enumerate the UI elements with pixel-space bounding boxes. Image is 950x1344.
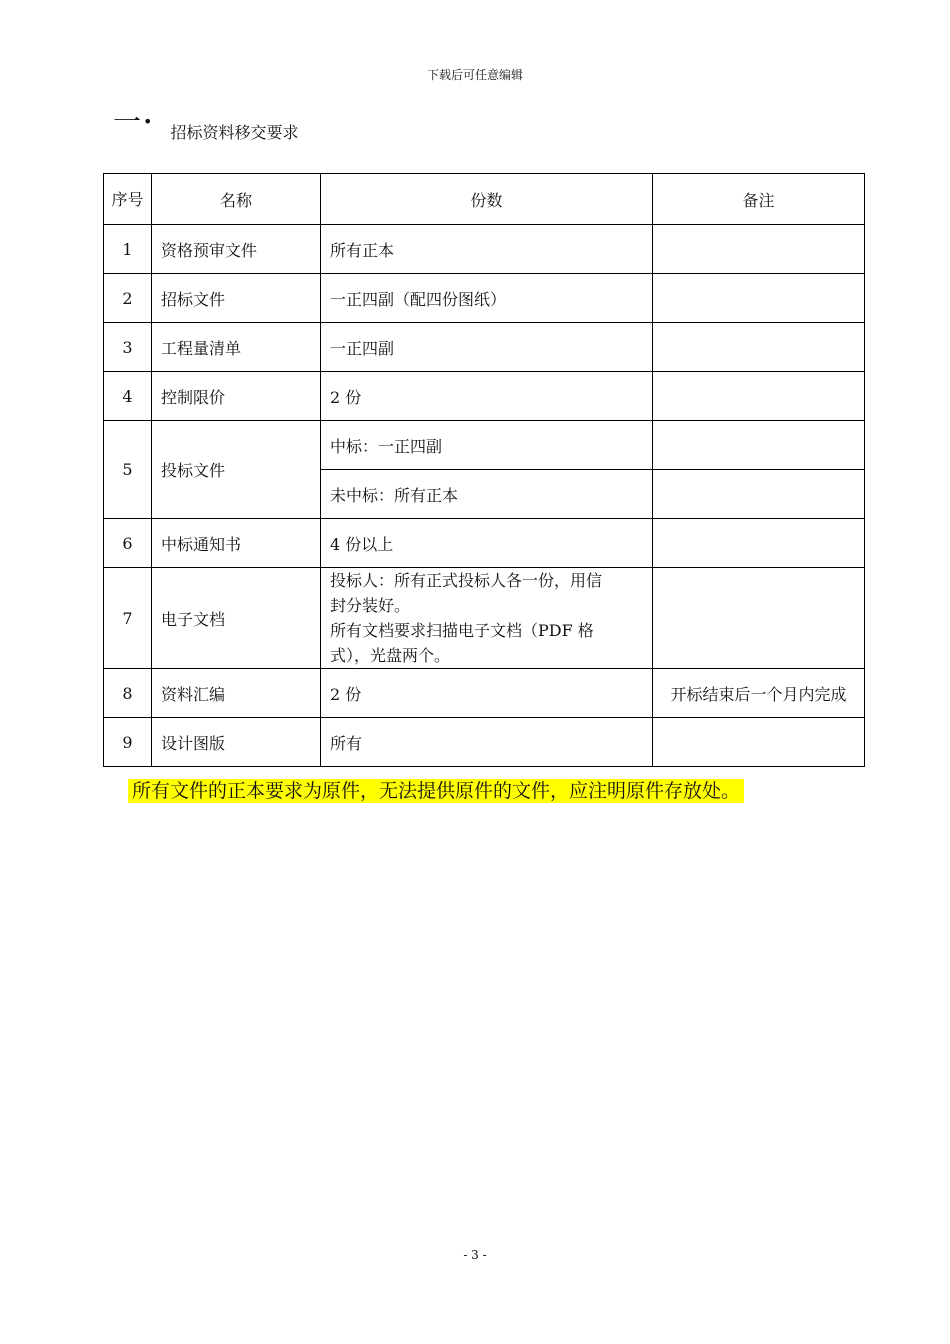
page-header: 下载后可任意编辑 — [426, 68, 523, 82]
row-note — [653, 421, 865, 470]
row-no: 2 — [104, 274, 152, 323]
table-row — [104, 274, 865, 323]
row-note — [653, 519, 865, 568]
row-qty-unawarded: 未中标：所有正本 — [321, 470, 653, 519]
row-note: 开标结束后一个月内完成 — [653, 669, 865, 718]
highlighted-note: 所有文件的正本要求为原件，无法提供原件的文件，应注明原件存放处。 — [128, 779, 744, 803]
row-note — [653, 718, 865, 767]
qty-line: 封分装好。 — [330, 596, 411, 615]
row-no: 8 — [104, 669, 152, 718]
row-qty: 所有 — [321, 718, 653, 767]
qty-line: 投标人：所有正式投标人各一份，用信 — [330, 571, 603, 590]
row-name: 招标文件 — [152, 274, 321, 323]
row-name: 控制限价 — [152, 372, 321, 421]
table-row — [104, 323, 865, 372]
header-no: 序号 — [104, 174, 152, 225]
row-qty — [321, 568, 653, 669]
row-no: 9 — [104, 718, 152, 767]
table-row — [104, 519, 865, 568]
header-note: 备注 — [653, 174, 865, 225]
footnote — [128, 776, 744, 803]
row-note — [653, 568, 865, 669]
row-qty: 一正四副（配四份图纸） — [321, 274, 653, 323]
table-row — [104, 421, 865, 470]
row-no: 6 — [104, 519, 152, 568]
row-name: 设计图版 — [152, 718, 321, 767]
row-name: 资料汇编 — [152, 669, 321, 718]
row-qty: 所有正本 — [321, 225, 653, 274]
qty-line: 式），光盘两个。 — [330, 646, 451, 665]
row-name: 电子文档 — [152, 568, 321, 669]
row-note — [653, 274, 865, 323]
header-name: 名称 — [152, 174, 321, 225]
row-qty: 2 份 — [321, 372, 653, 421]
row-no: 1 — [104, 225, 152, 274]
qty-line: 所有文档要求扫描电子文档（PDF 格 — [330, 621, 594, 640]
row-qty: 2 份 — [321, 669, 653, 718]
row-no: 3 — [104, 323, 152, 372]
table-header-row — [104, 174, 865, 225]
row-qty: 一正四副 — [321, 323, 653, 372]
section-title: 招标资料移交要求 — [170, 123, 299, 142]
header-qty: 份数 — [321, 174, 653, 225]
page-number: - 3 - — [463, 1248, 487, 1262]
row-no: 4 — [104, 372, 152, 421]
row-name: 投标文件 — [152, 421, 321, 519]
row-note — [653, 323, 865, 372]
row-note — [653, 470, 865, 519]
table-row — [104, 225, 865, 274]
row-qty: 4 份以上 — [321, 519, 653, 568]
table-row — [104, 669, 865, 718]
handover-table — [103, 173, 865, 767]
row-note — [653, 372, 865, 421]
row-name: 资格预审文件 — [152, 225, 321, 274]
bullet-icon: • — [143, 112, 153, 131]
row-no: 5 — [104, 421, 152, 519]
table-row — [104, 718, 865, 767]
section-number: 一 — [113, 105, 142, 138]
row-note — [653, 225, 865, 274]
row-name: 工程量清单 — [152, 323, 321, 372]
table-row — [104, 372, 865, 421]
section-heading — [113, 105, 299, 143]
row-name: 中标通知书 — [152, 519, 321, 568]
row-no: 7 — [104, 568, 152, 669]
table-row — [104, 568, 865, 669]
row-qty-awarded: 中标：一正四副 — [321, 421, 653, 470]
